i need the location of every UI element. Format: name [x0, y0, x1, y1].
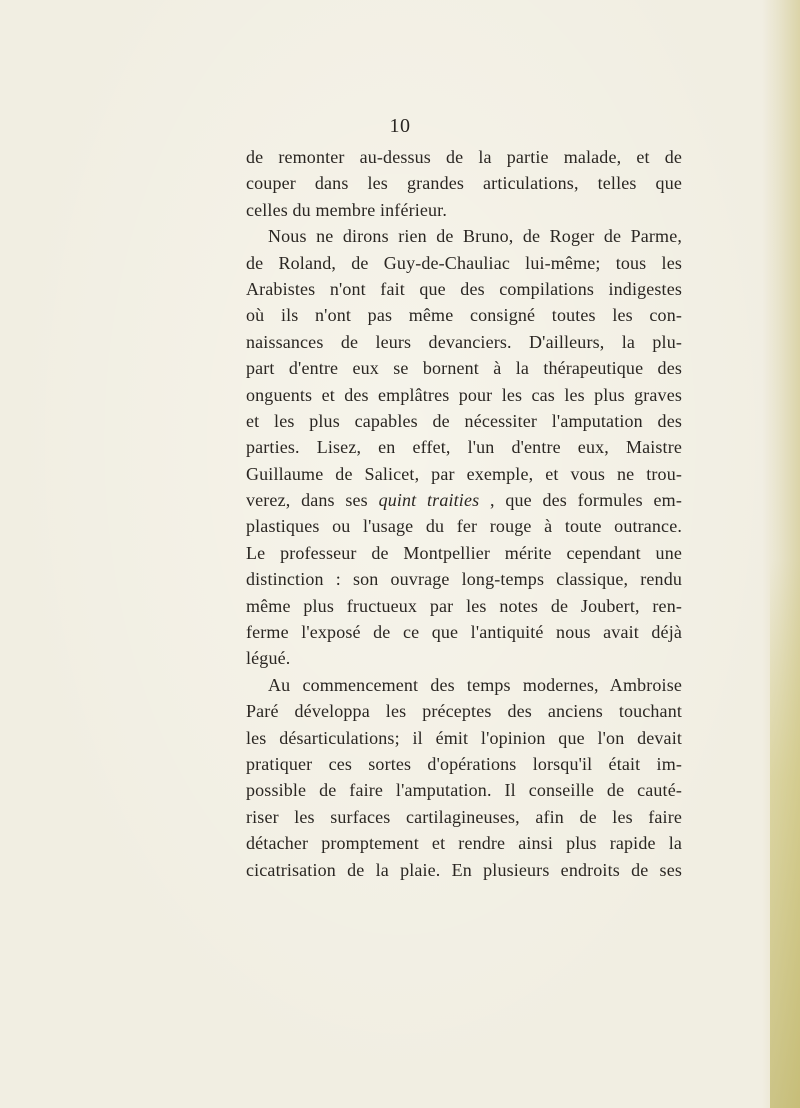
- text-line: couper dans les grandes articulations, telles que: [246, 173, 682, 194]
- text-line: Le professeur de Montpellier mérite cependant une: [246, 542, 682, 563]
- text-line: Paré développa les préceptes des anciens touchant: [246, 701, 682, 722]
- text-segment: , que des formules em-: [489, 490, 682, 511]
- text-line: où ils n'ont pas même consigné toutes les con-: [246, 305, 682, 326]
- text-line: de remonter au-dessus de la partie malade, et de: [246, 147, 682, 167]
- text-line: Au commencement des temps modernes, Ambroise: [268, 674, 682, 695]
- text-line: détacher promptement et rendre ainsi plus rapide la: [246, 833, 682, 854]
- text-line: riser les surfaces cartilagineuses, afin de les faire: [246, 806, 682, 827]
- text-line: distinction : son ouvrage long-temps classique, rendu: [246, 569, 682, 590]
- text-line: les désarticulations; il émit l'opinion que l'on devait: [246, 727, 682, 748]
- page-number: 10: [389, 115, 411, 137]
- text-line: légué.: [246, 648, 291, 669]
- italic-title: quint traities: [378, 490, 480, 511]
- text-line: part d'entre eux se bornent à la thérapeutique des: [246, 358, 682, 379]
- text-line: Arabistes n'ont fait que des compilations indigestes: [246, 278, 682, 299]
- text-line: Nous ne dirons rien de Bruno, de Roger de Parme,: [268, 226, 682, 247]
- text-line: et les plus capables de nécessiter l'amputation des: [246, 410, 682, 431]
- text-line: parties. Lisez, en effet, l'un d'entre eux, Maistre: [246, 437, 682, 458]
- page-edge-stain-lower: [770, 560, 800, 1108]
- text-line: possible de faire l'amputation. Il conseille de cauté-: [246, 780, 682, 801]
- text-line: cicatrisation de la plaie. En plusieurs endroits de ses: [246, 859, 682, 880]
- text-line: plastiques ou l'usage du fer rouge à toute outrance.: [246, 516, 682, 537]
- text-line: même plus fructueux par les notes de Joubert, ren-: [246, 595, 682, 616]
- text-line: naissances de leurs devanciers. D'ailleurs, la plu-: [246, 331, 682, 352]
- text-line-with-italic: [246, 487, 682, 513]
- text-line: onguents et des emplâtres pour les cas les plus graves: [246, 384, 682, 405]
- body-text: [246, 144, 682, 883]
- text-line: ferme l'exposé de ce que l'antiquité nous avait déjà: [246, 622, 682, 643]
- text-line: de Roland, de Guy-de-Chauliac lui-même; tous les: [246, 252, 682, 273]
- text-line: celles du membre inférieur.: [246, 199, 447, 220]
- text-line: Guillaume de Salicet, par exemple, et vous ne trou-: [246, 463, 682, 484]
- text-line: pratiquer ces sortes d'opérations lorsqu'il était im-: [246, 753, 682, 774]
- text-segment: verez, dans ses: [246, 490, 368, 511]
